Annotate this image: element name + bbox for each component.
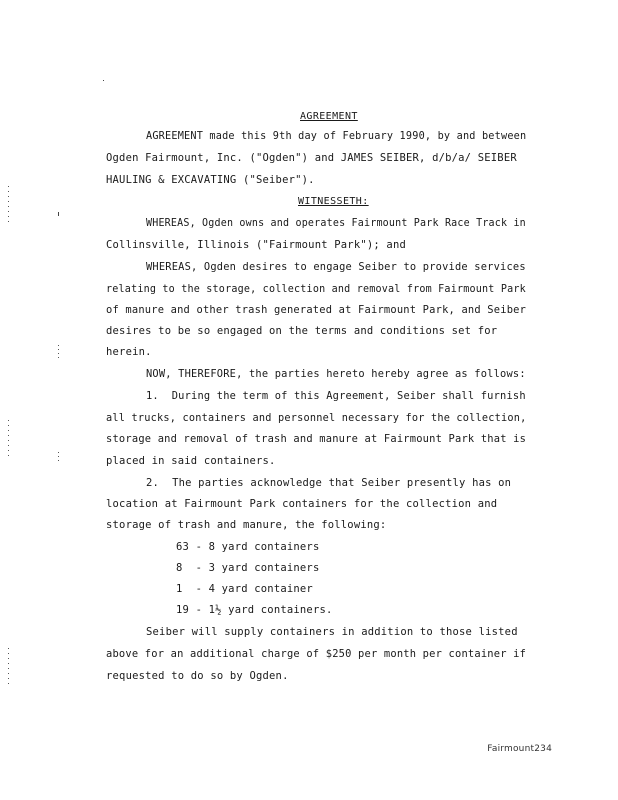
text-line: above for an additional charge of $250 per month per container if xyxy=(106,648,527,660)
text-line: desires to be so engaged on the terms and conditions set for xyxy=(106,325,498,337)
text-line: of manure and other trash generated at Fairmount Park, and Seiber xyxy=(106,304,527,316)
text-line: storage of trash and manure, the following: xyxy=(106,519,387,531)
recitals-heading: WITNESSETH: xyxy=(298,196,369,207)
text-line: requested to do so by Ogden. xyxy=(106,670,289,682)
text-line: AGREEMENT made this 9th day of February 1990, by and between xyxy=(146,130,527,142)
text-line: 2. The parties acknowledge that Seiber presently has on xyxy=(146,477,512,489)
text-line: NOW, THEREFORE, the parties hereto hereby agree as follows: xyxy=(146,368,526,380)
text-line: storage and removal of trash and manure at Fairmount Park that is xyxy=(106,433,527,445)
text-line: location at Fairmount Park containers for the collection and xyxy=(106,498,498,510)
container-list-item: 8 - 3 yard containers xyxy=(176,562,320,574)
text-line: all trucks, containers and personnel necessary for the collection, xyxy=(106,412,527,424)
text-line: WHEREAS, Ogden desires to engage Seiber to provide services xyxy=(146,261,526,273)
container-list-item: 1 - 4 yard container xyxy=(176,583,313,595)
text-line: HAULING & EXCAVATING ("Seiber"). xyxy=(106,174,315,186)
text-line: placed in said containers. xyxy=(106,455,276,467)
text-line: Ogden Fairmount, Inc. ("Ogden") and JAMES SEIBER, d/b/a/ SEIBER xyxy=(106,152,517,164)
text-line: herein. xyxy=(106,346,152,358)
text-line: WHEREAS, Ogden owns and operates Fairmount Park Race Track in xyxy=(146,217,526,229)
container-list-item: 63 - 8 yard containers xyxy=(176,541,320,553)
text-line: relating to the storage, collection and removal from Fairmount Park xyxy=(106,283,526,295)
text-line: Seiber will supply containers in addition to those listed xyxy=(146,626,518,638)
text-line: 1. During the term of this Agreement, Seiber shall furnish xyxy=(146,390,526,402)
bates-number: Fairmount234 xyxy=(487,744,552,754)
container-list-item: 19 - 1½ yard containers. xyxy=(176,604,333,616)
document-title: AGREEMENT xyxy=(300,111,358,122)
text-line: Collinsville, Illinois ("Fairmount Park"); and xyxy=(106,239,406,251)
